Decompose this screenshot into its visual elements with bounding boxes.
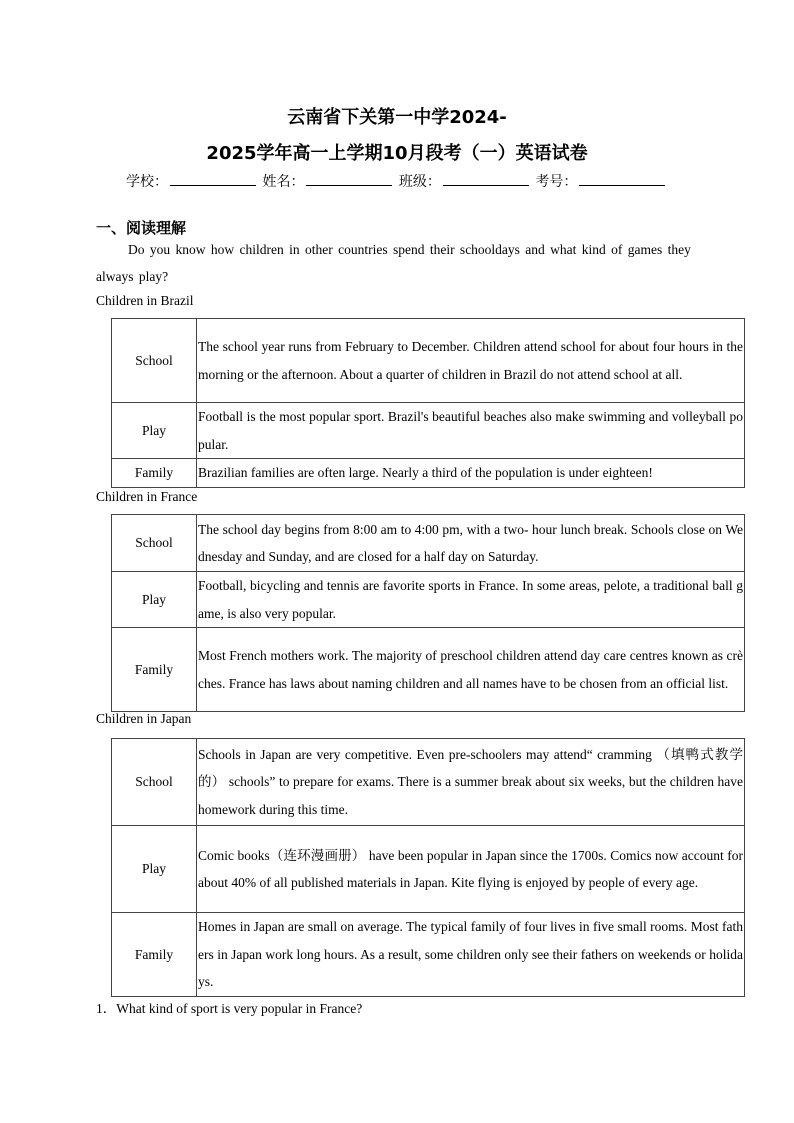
row-text: Football, bicycling and tennis are favorite sports in France. In some areas, pelote, a traditional ball game, is also very popular. [197, 572, 745, 628]
section-heading: 一、阅读理解 [96, 219, 187, 237]
class-field-label: 班级： [398, 174, 441, 190]
brazil-table [111, 318, 745, 488]
row-text: Comic books（连环漫画册） have been popular in Japan since the 1700s. Comics now account for about 40% of all published materials in Japan. Kite flying is enjoyed by people of every age. [197, 826, 745, 913]
table-row [112, 826, 745, 913]
row-key: Family [112, 628, 197, 712]
table-row [112, 739, 745, 826]
row-key: School [112, 515, 197, 572]
question-1: 1．What kind of sport is very popular in France? [96, 1001, 363, 1016]
row-key: Family [112, 459, 197, 488]
row-text: Brazilian families are often large. Nearly a third of the population is under eighteen! [197, 459, 745, 488]
row-text: Homes in Japan are small on average. The typical family of four lives in five small rooms. Most fathers in Japan work long hours. As a result, some children only see their fathers on weekends or holidays. [197, 913, 745, 997]
japan-table [111, 738, 745, 997]
table-row [112, 913, 745, 997]
france-table [111, 514, 745, 712]
school-field-label: 学校： [126, 174, 168, 190]
country-label-france: Children in France [96, 489, 198, 504]
table-row [112, 572, 745, 628]
table-row [112, 459, 745, 488]
table-row [112, 628, 745, 712]
row-key: Play [112, 403, 197, 459]
row-key: Family [112, 913, 197, 997]
row-text: The school year runs from February to December. Children attend school for about four hours in the morning or the afternoon. About a quarter of children in Brazil do not attend school at all. [197, 319, 745, 403]
table-row [112, 515, 745, 572]
row-text: Schools in Japan are very competitive. Even pre-schoolers may attend“ cramming （填鸭式教学的） schools” to prepare for exams. There is a summer break about six weeks, but the children have homework during this time. [197, 739, 745, 826]
row-key: Play [112, 572, 197, 628]
country-label-japan: Children in Japan [96, 711, 192, 726]
class-field-blank[interactable] [443, 173, 529, 186]
school-field-blank[interactable] [170, 173, 256, 186]
country-label-brazil: Children in Brazil [96, 293, 194, 308]
exam-number-field-blank[interactable] [579, 173, 665, 186]
row-key: School [112, 739, 197, 826]
name-field-label: 姓名： [262, 174, 305, 190]
table-row [112, 403, 745, 459]
exam-title-line-1: 云南省下关第一中学2024- [287, 107, 507, 128]
student-info-line [126, 171, 667, 191]
passage-intro: Do you know how children in other countries spend their schooldays and what kind of games they always play? [96, 242, 691, 284]
row-text: The school day begins from 8:00 am to 4:00 pm, with a two- hour lunch break. Schools close on Wednesday and Sunday, and are closed for a half day on Saturday. [197, 515, 745, 572]
table-row [112, 319, 745, 403]
row-key: Play [112, 826, 197, 913]
exam-number-field-label: 考号： [535, 174, 578, 190]
row-text: Most French mothers work. The majority of preschool children attend day care centres known as crèches. France has laws about naming children and all names have to be chosen from an official list. [197, 628, 745, 712]
name-field-blank[interactable] [306, 173, 392, 186]
row-key: School [112, 319, 197, 403]
row-text: Football is the most popular sport. Brazil's beautiful beaches also make swimming and volleyball popular. [197, 403, 745, 459]
exam-title-line-2: 2025学年高一上学期10月段考（一）英语试卷 [206, 143, 588, 164]
